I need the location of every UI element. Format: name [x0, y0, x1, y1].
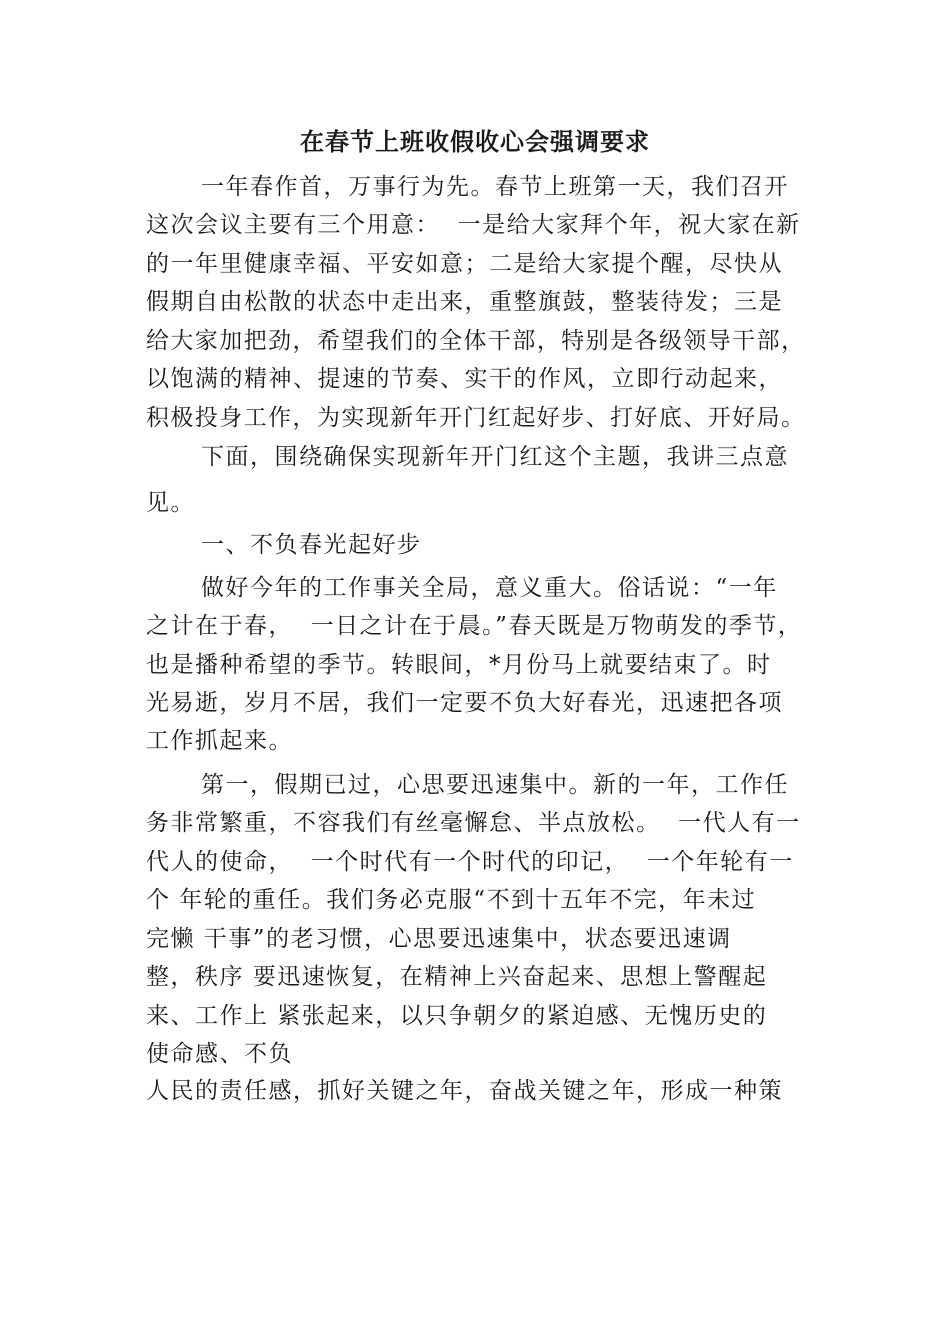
paragraph-line: 这次会议主要有三个用意： 一是给大家拜个年，祝大家在新: [146, 212, 801, 238]
paragraph-line: 务非常繁重，不容我们有丝毫懈怠、半点放松。 一代人有一: [146, 810, 801, 836]
paragraph-line: 光易逝，岁月不居，我们一定要不负大好春光，迅速把各项: [146, 690, 783, 716]
paragraph-line: 下面，围绕确保实现新年开门红这个主题，我讲三点意: [201, 444, 789, 470]
paragraph-line: 以饱满的精神、提速的节奏、实干的作风，立即行动起来，: [146, 366, 783, 392]
paragraph-line: 人民的责任感，抓好关键之年，奋战关键之年，形成一种策: [146, 1078, 783, 1104]
paragraph-line: 来、工作上 紧张起来，以只争朝夕的紧迫感、无愧历史的: [146, 1003, 768, 1029]
paragraph-line: 之计在于春， 一日之计在于晨。”春天既是万物萌发的季节，: [146, 613, 803, 639]
paragraph-line: 整，秩序 要迅速恢复，在精神上兴奋起来、思想上警醒起: [146, 964, 768, 990]
paragraph-line: 工作抓起来。: [146, 728, 293, 754]
paragraph-line: 给大家加把劲，希望我们的全体干部，特别是各级领导干部，: [146, 328, 806, 354]
paragraph-line: 使命感、不负: [146, 1041, 293, 1067]
paragraph-line: 的一年里健康幸福、平安如意；二是给大家提个醒，尽快从: [146, 251, 783, 277]
paragraph-line: 见。: [146, 490, 195, 516]
document-title: 在春节上班收假收心会强调要求: [300, 127, 650, 156]
paragraph-line: 一年春作首，万事行为先。春节上班第一天，我们召开: [201, 174, 789, 200]
paragraph-line: 第一，假期已过，心思要迅速集中。新的一年，工作任: [201, 772, 789, 798]
paragraph-line: 做好今年的工作事关全局，意义重大。俗话说：“一年: [201, 575, 778, 601]
paragraph-line: 个 年轮的重任。我们务必克服“不到十五年不完，年未过: [146, 887, 757, 913]
paragraph-line: 代人的使命， 一个时代有一个时代的印记， 一个年轮有一: [146, 849, 794, 875]
section-heading: 一、不负春光起好步: [201, 532, 422, 558]
paragraph-line: 积极投身工作，为实现新年开门红起好步、打好底、开好局。: [146, 405, 806, 431]
paragraph-line: 完懒 干事”的老习惯，心思要迅速集中，状态要迅速调: [146, 926, 732, 952]
paragraph-line: 假期自由松散的状态中走出来，重整旗鼓，整装待发；三是: [146, 289, 783, 315]
paragraph-line: 也是播种希望的季节。转眼间，*月份马上就要结束了。时: [146, 652, 772, 678]
